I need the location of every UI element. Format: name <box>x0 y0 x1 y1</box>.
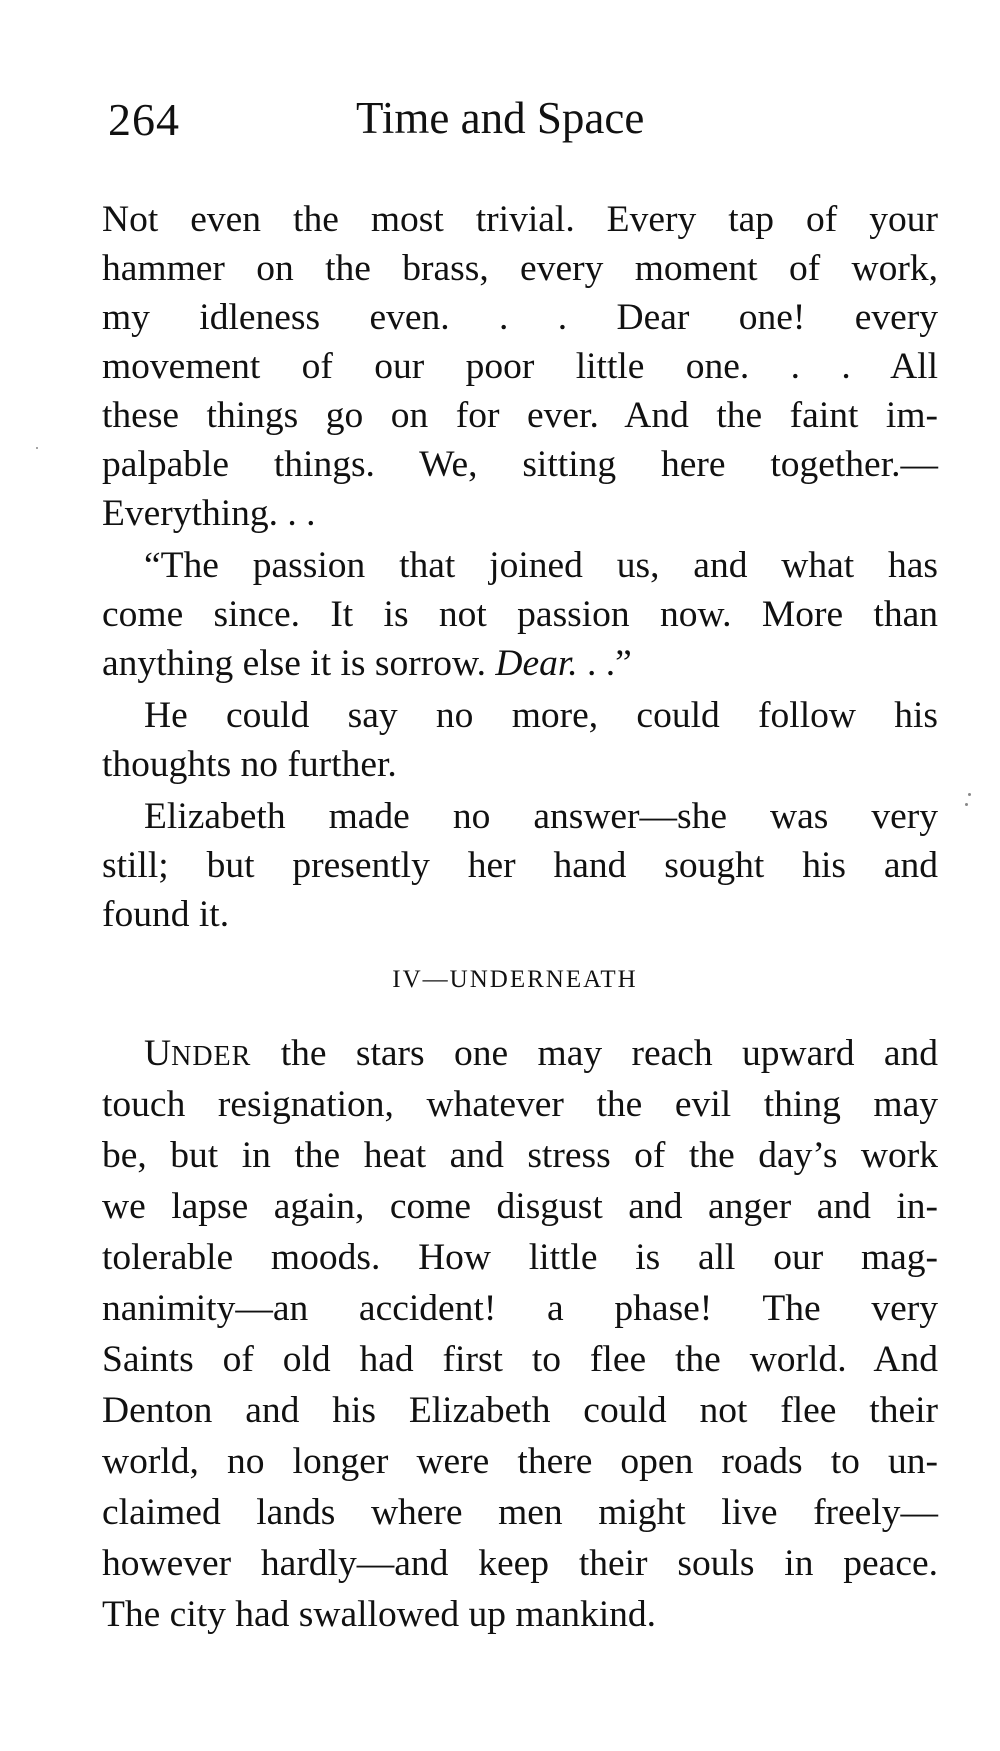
paper-speck <box>965 803 968 806</box>
text-line: tolerable moods. How little is all our mag- <box>102 1237 938 1278</box>
text-line: however hardly—and keep their souls in peace. <box>102 1543 938 1584</box>
running-head-title: Time and Space <box>356 93 645 143</box>
page-header <box>0 0 1000 200</box>
text-line <box>102 640 938 688</box>
paper-speck <box>968 793 971 796</box>
small-caps-initial: U <box>144 1033 172 1074</box>
text-line: world, no longer were there open roads to un- <box>102 1441 938 1482</box>
text-line: “The passion that joined us, and what has <box>144 545 938 586</box>
text-line: palpable things. We, sitting here together.— <box>102 444 938 485</box>
text-fragment: the stars one may reach upward and <box>251 1033 938 1074</box>
text-line: claimed lands where men might live freely— <box>102 1492 938 1533</box>
text-line: Not even the most trivial. Every tap of your <box>102 199 938 240</box>
text-line: my idleness even. . . Dear one! every <box>102 297 938 338</box>
text-line: The city had swallowed up mankind. <box>102 1594 657 1635</box>
text-line: thoughts no further. <box>102 744 397 785</box>
text-line: found it. <box>102 894 230 935</box>
small-caps-rest: NDER <box>171 1041 252 1072</box>
text-line: still; but presently her hand sought his and <box>102 845 938 886</box>
text-line: be, but in the heat and stress of the day’s work <box>102 1135 938 1176</box>
text-line: these things go on for ever. And the faint im- <box>102 395 938 436</box>
text-fragment: anything else it is sorrow. <box>102 643 486 684</box>
text-line: touch resignation, whatever the evil thing may <box>102 1084 938 1125</box>
text-line: movement of our poor little one. . . All <box>102 346 938 387</box>
text-line: hammer on the brass, every moment of work, <box>102 248 938 289</box>
italic-word: Dear. <box>495 643 578 684</box>
text-line: we lapse again, come disgust and anger and in- <box>102 1186 938 1227</box>
page-number: 264 <box>108 94 180 145</box>
text-line: nanimity—an accident! a phase! The very <box>102 1288 938 1329</box>
text-line: Saints of old had first to flee the world. And <box>102 1339 938 1380</box>
text-line: Denton and his Elizabeth could not flee their <box>102 1390 938 1431</box>
paper-speck <box>36 447 38 449</box>
text-line: Elizabeth made no answer—she was very <box>144 796 938 837</box>
ellipsis-close-quote: . .” <box>577 643 632 684</box>
text-line: He could say no more, could follow his <box>144 695 938 736</box>
text-line: Everything. . . <box>102 493 316 534</box>
section-heading: IV—UNDERNEATH <box>392 966 638 993</box>
text-line <box>144 1030 938 1081</box>
text-line: come since. It is not passion now. More than <box>102 594 938 635</box>
